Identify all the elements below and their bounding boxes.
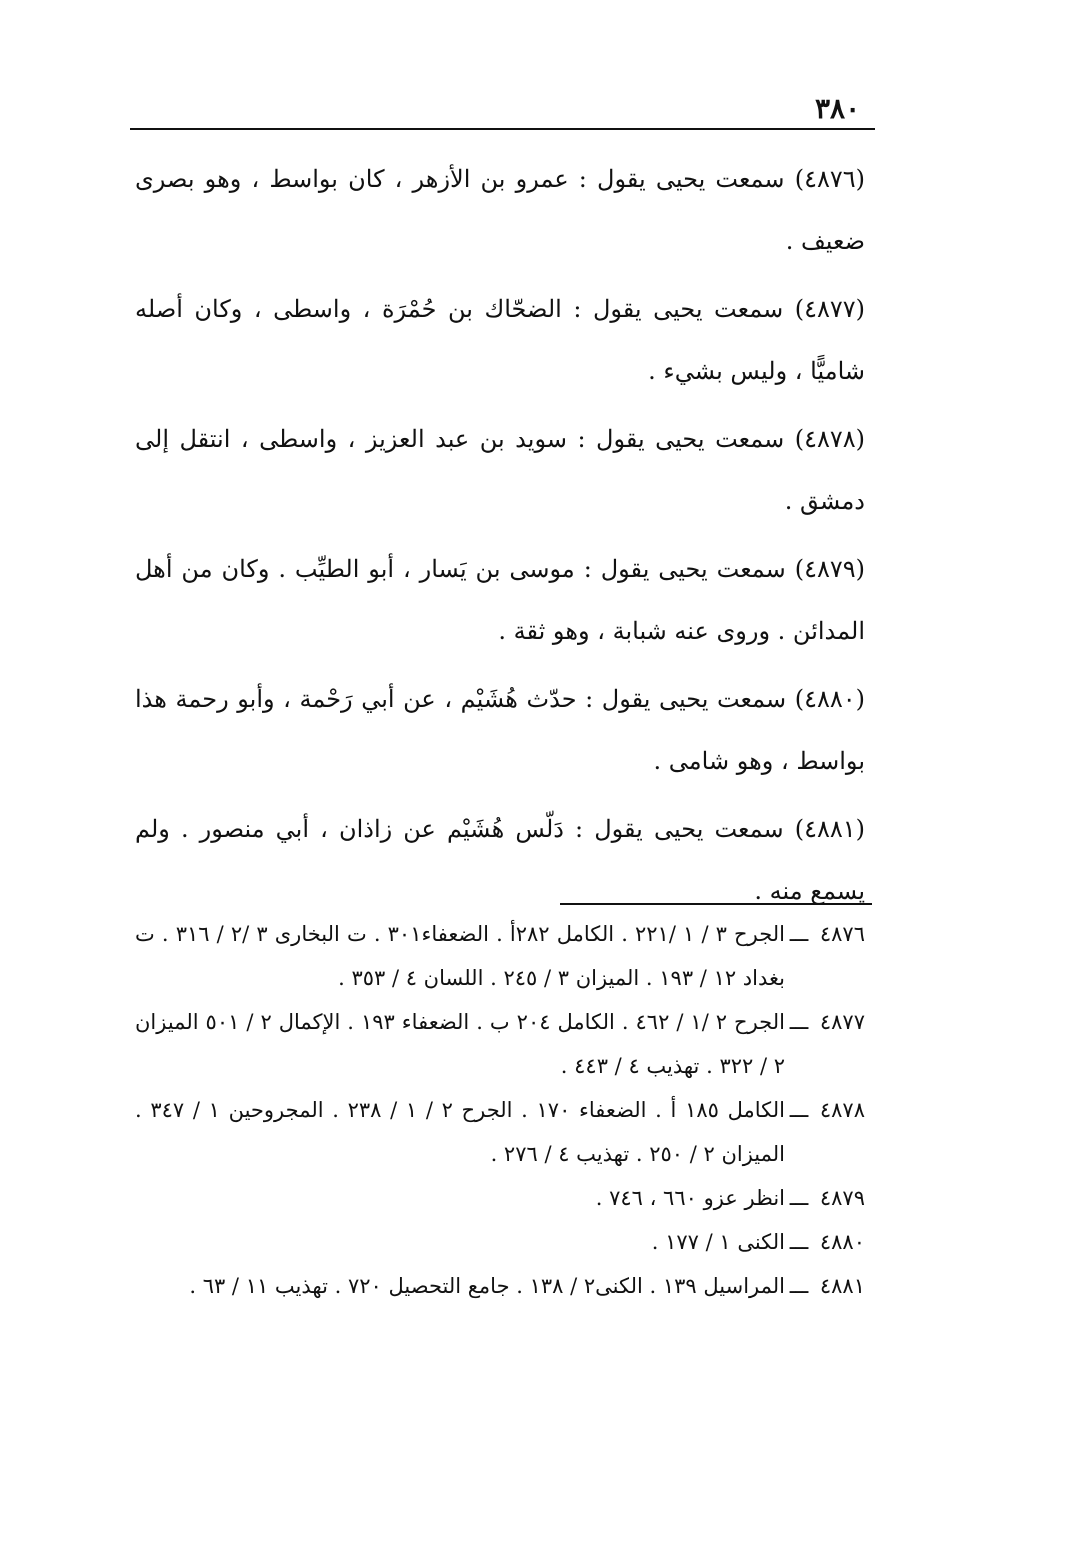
- footnote-number: ٤٨٧٧: [819, 1010, 865, 1034]
- main-text: [135, 148, 865, 928]
- entry-4881: (٤٨٨١) سمعت يحيى يقول : دَلّس هُشَيْم عن زاذان ، أبي منصور . ولم يسمع منه .: [135, 815, 865, 905]
- entry-4876: (٤٨٧٦) سمعت يحيى يقول : عمرو بن الأزهر ، كان بواسط ، وهو بصرى ضعيف .: [135, 165, 865, 255]
- footnote-text: الجرح ٢ /١ / ٤٦٢ . الكامل ٢٠٤ ب . الضعفاء ١٩٣ . الإكمال ٢ / ٥٠١ الميزان ٢ / ٣٢٢ . تهذيب ٤ / ٤٤٣ .: [135, 1010, 785, 1078]
- footnote-dash: ـــ: [789, 1230, 809, 1254]
- footnote-divider: [560, 903, 872, 905]
- footnote-dash: ـــ: [789, 1010, 809, 1034]
- footnote-4877: [135, 1000, 865, 1088]
- footnote-4876: [135, 912, 865, 1000]
- entry-4877: (٤٨٧٧) سمعت يحيى يقول : الضحّاك بن حُمْرَة ، واسطى ، وكان أصله شاميًّا ، وليس بشيء .: [135, 295, 865, 385]
- footnote-4881: [135, 1264, 865, 1308]
- footnote-text: الكنى ١ / ١٧٧ .: [651, 1230, 785, 1254]
- footnote-text: المراسيل ١٣٩ . الكنى٢ / ١٣٨ . جامع التحصيل ٧٢٠ . تهذيب ١١ / ٦٣ .: [189, 1274, 785, 1298]
- footnote-number: ٤٨٨٠: [819, 1230, 865, 1254]
- footnote-dash: ـــ: [789, 1186, 809, 1210]
- footnote-dash: ـــ: [789, 1274, 809, 1298]
- footnotes: [135, 912, 865, 1308]
- page-number: ٣٨٠: [815, 92, 861, 125]
- footnote-number: ٤٨٧٦: [819, 922, 865, 946]
- footnote-dash: ـــ: [789, 922, 809, 946]
- footnote-4878: [135, 1088, 865, 1176]
- footnote-4879: [135, 1176, 865, 1220]
- entry-4879: (٤٨٧٩) سمعت يحيى يقول : موسى بن يَسار ، أبو الطيِّب . وكان من أهل المدائن . وروى عنه شبابة ، وهو ثقة .: [135, 555, 865, 645]
- footnote-text: انظر عزو ٦٦٠ ، ٧٤٦ .: [595, 1186, 785, 1210]
- footnote-text: الكامل ١٨٥ أ . الضعفاء ١٧٠ . الجرح ٢ / ١ / ٢٣٨ . المجروحين ١ / ٣٤٧ . الميزان ٢ / ٢٥٠ . تهذيب ٤ / ٢٧٦ .: [135, 1098, 785, 1166]
- footnote-number: ٤٨٨١: [819, 1274, 865, 1298]
- entry-4880: (٤٨٨٠) سمعت يحيى يقول : حدّث هُشَيْم ، عن أبي رَحْمة ، وأبو رحمة هذا بواسط ، وهو شامى .: [135, 685, 865, 775]
- footnote-text: الجرح ٣ / ١ /٢٢١ . الكامل ٢٨٢أ . الضعفاء٣٠١ . ت البخارى ٣ /٢ / ٣١٦ . ت بغداد ١٢ / ١٩٣ . الميزان ٣ / ٢٤٥ . اللسان ٤ / ٣٥٣ .: [135, 922, 785, 990]
- header-divider: [130, 128, 875, 130]
- footnote-number: ٤٨٧٨: [819, 1098, 865, 1122]
- footnote-4880: [135, 1220, 865, 1264]
- footnote-number: ٤٨٧٩: [819, 1186, 865, 1210]
- entry-4878: (٤٨٧٨) سمعت يحيى يقول : سويد بن عبد العزيز ، واسطى ، انتقل إلى دمشق .: [135, 425, 865, 515]
- footnote-dash: ـــ: [789, 1098, 809, 1122]
